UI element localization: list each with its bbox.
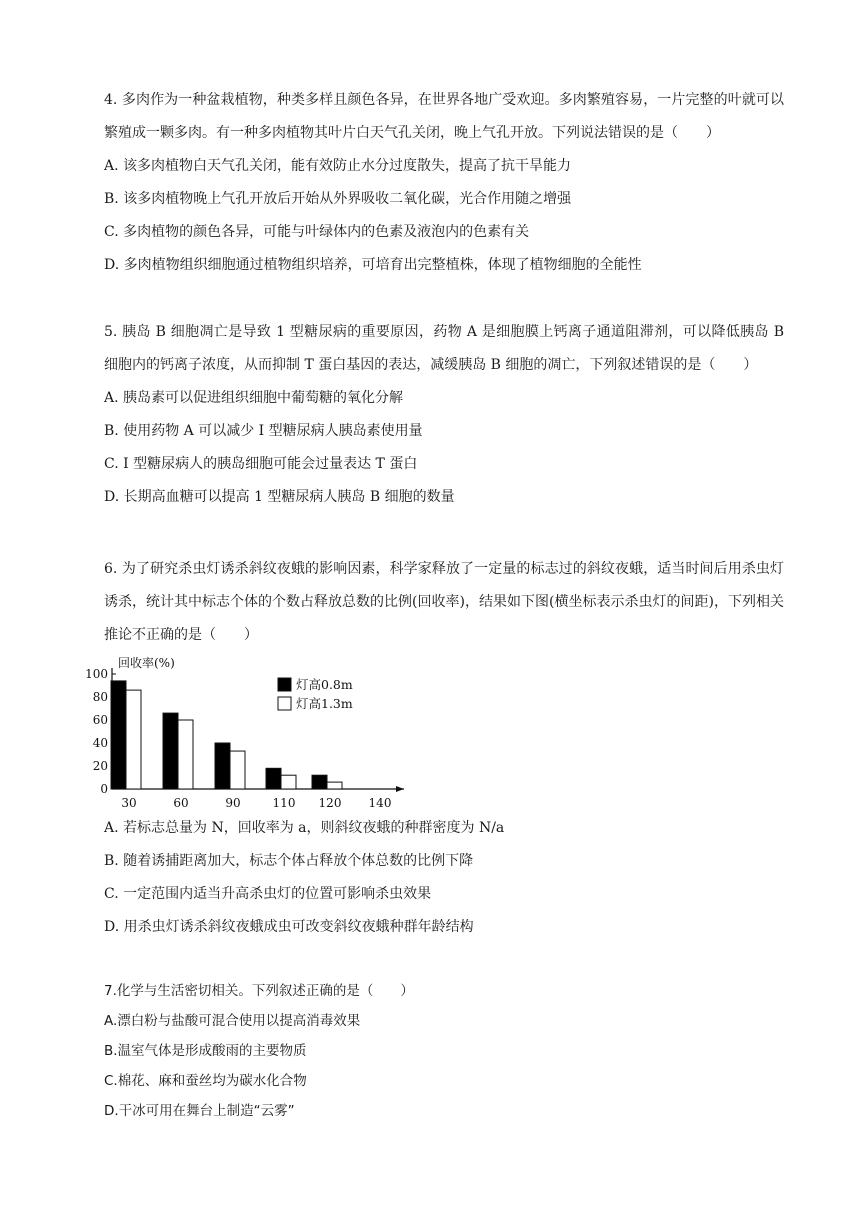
chart-bar xyxy=(230,751,245,789)
chart-x-tick-label: 140 xyxy=(368,796,392,810)
chart-bar xyxy=(215,743,230,789)
chart-legend-label: 灯高1.3m xyxy=(296,696,353,711)
question-7-option-b: B.温室气体是形成酸雨的主要物质 xyxy=(104,1043,307,1059)
chart-x-axis-arrow xyxy=(396,786,404,792)
recovery-rate-chart xyxy=(85,656,418,814)
question-4-option-c: C. 多肉植物的颜色各异，可能与叶绿体内的色素及液泡内的色素有关 xyxy=(104,224,530,240)
chart-x-tick-label: 90 xyxy=(225,796,241,810)
question-6-option-d: D. 用杀虫灯诱杀斜纹夜蛾成虫可改变斜纹夜蛾种群年龄结构 xyxy=(104,919,474,935)
question-6-option-c: C. 一定范围内适当升高杀虫灯的位置可影响杀虫效果 xyxy=(104,886,432,902)
question-4 xyxy=(104,84,784,282)
question-4-option-b: B. 该多肉植物晚上气孔开放后开始从外界吸收二氧化碳，光合作用随之增强 xyxy=(104,191,572,207)
chart-legend-label: 灯高0.8m xyxy=(296,677,353,692)
chart-bar xyxy=(266,768,281,789)
chart-bar xyxy=(312,775,327,789)
chart-bar xyxy=(163,713,178,789)
question-5-option-d: D. 长期高血糖可以提高 1 型糖尿病人胰岛 B 细胞的数量 xyxy=(104,489,455,505)
question-6-stem: 6. 为了研究杀虫灯诱杀斜纹夜蛾的影响因素，科学家释放了一定量的标志过的斜纹夜蛾，适当时间后用杀虫灯诱杀，统计其中标志个体的个数占释放总数的比例(回收率)，结果如下图(横坐标表示杀虫灯的间距)，下列相关推论不正确的是（ ） xyxy=(104,561,784,643)
question-6 xyxy=(104,553,784,652)
chart-axes xyxy=(112,668,404,792)
chart-y-tick-label: 0 xyxy=(100,782,108,796)
chart-y-tick-label: 100 xyxy=(85,667,108,681)
chart-x-tick-label: 30 xyxy=(121,796,137,810)
chart-x-tick-label: 120 xyxy=(318,796,342,810)
question-6-options xyxy=(104,812,784,944)
question-6-option-a: A. 若标志总量为 N，回收率为 a，则斜纹夜蛾的种群密度为 N/a xyxy=(104,820,505,836)
question-5-option-a: A. 胰岛素可以促进组织细胞中葡萄糖的氧化分解 xyxy=(104,390,404,406)
chart-x-tick-label: 60 xyxy=(173,796,189,810)
question-7-option-c: C.棉花、麻和蚕丝均为碳水化合物 xyxy=(104,1073,307,1089)
question-7-stem: 7.化学与生活密切相关。下列叙述正确的是（ ） xyxy=(104,983,414,999)
question-7 xyxy=(104,976,784,1126)
chart-bar xyxy=(178,720,193,789)
question-7-option-a: A.漂白粉与盐酸可混合使用以提高消毒效果 xyxy=(104,1013,361,1029)
question-5-option-c: C. I 型糖尿病人的胰岛细胞可能会过量表达 T 蛋白 xyxy=(104,456,418,472)
chart-x-tick-label: 110 xyxy=(272,796,296,810)
chart-y-tick-label: 60 xyxy=(92,713,108,727)
chart-y-tick-label: 40 xyxy=(92,736,108,750)
chart-legend-swatch xyxy=(278,697,291,710)
question-4-stem: 4. 多肉作为一种盆栽植物，种类多样且颜色各异，在世界各地广受欢迎。多肉繁殖容易，一片完整的叶就可以繁殖成一颗多肉。有一种多肉植物其叶片白天气孔关闭，晚上气孔开放。下列说法错误的是（ ） xyxy=(104,92,784,141)
chart-y-axis-label: 回收率(%) xyxy=(118,656,175,670)
question-7-option-d: D.干冰可用在舞台上制造“云雾” xyxy=(104,1103,295,1119)
question-5-option-b: B. 使用药物 A 可以减少 I 型糖尿病人胰岛素使用量 xyxy=(104,423,423,439)
question-5 xyxy=(104,316,784,514)
question-6-option-b: B. 随着诱捕距离加大，标志个体占释放个体总数的比例下降 xyxy=(104,853,474,869)
question-5-stem: 5. 胰岛 B 细胞凋亡是导致 1 型糖尿病的重要原因，药物 A 是细胞膜上钙离子通道阻滞剂，可以降低胰岛 B 细胞内的钙离子浓度，从而抑制 T 蛋白基因的表达，减缓胰岛 B 细胞的凋亡，下列叙述错误的是（ ） xyxy=(104,324,784,373)
recovery-rate-chart-svg xyxy=(85,656,418,814)
question-4-option-a: A. 该多肉植物白天气孔关闭，能有效防止水分过度散失，提高了抗干旱能力 xyxy=(104,158,572,174)
chart-y-tick-label: 20 xyxy=(92,759,108,773)
chart-legend-swatch xyxy=(278,678,291,691)
question-4-option-d: D. 多肉植物组织细胞通过植物组织培养，可培育出完整植株，体现了植物细胞的全能性 xyxy=(104,257,642,273)
chart-y-tick-label: 80 xyxy=(92,690,108,704)
chart-bar xyxy=(111,681,126,789)
chart-legend xyxy=(278,677,353,711)
chart-bar xyxy=(281,775,296,789)
chart-bar xyxy=(327,782,342,789)
chart-bar xyxy=(126,690,141,789)
